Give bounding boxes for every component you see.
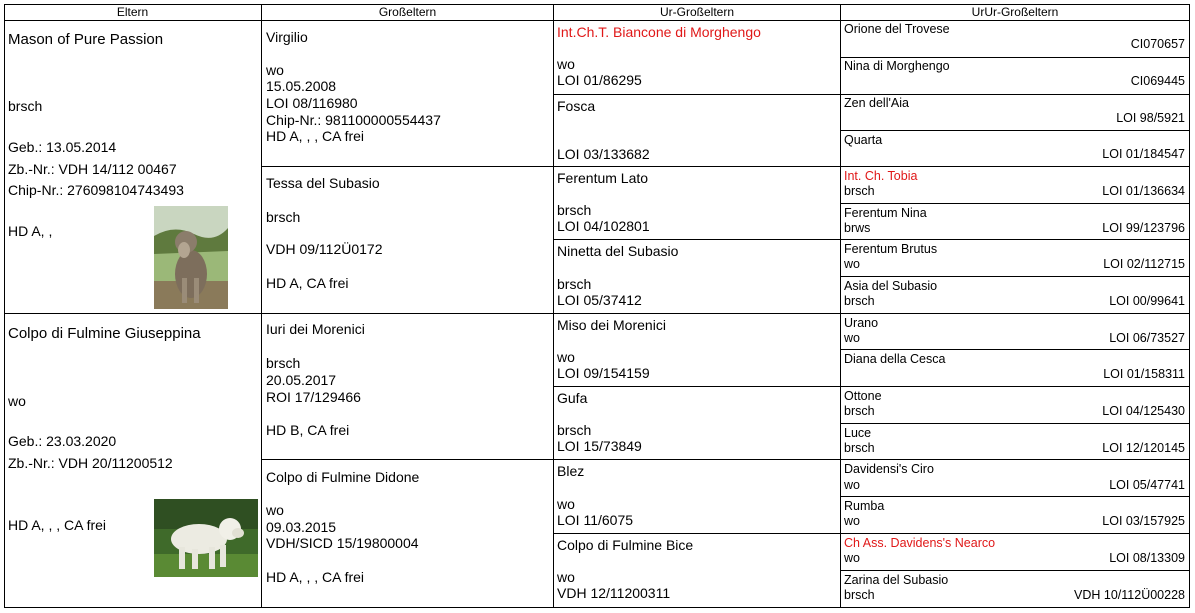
ggg-cell bbox=[841, 21, 1190, 58]
great-grandparent-name: Gufa bbox=[557, 390, 588, 406]
ggg-name: Ottone bbox=[844, 389, 882, 403]
great-grandparent-reg: LOI 15/73849 bbox=[557, 438, 642, 454]
great-grandparent-cell bbox=[554, 534, 841, 608]
grandparent-birth: 15.05.2008 bbox=[266, 78, 337, 94]
great-grandparent-reg: LOI 04/102801 bbox=[557, 218, 650, 234]
great-grandparent-name: Int.Ch.T. Biancone di Morghengo bbox=[557, 24, 761, 40]
sire-name: Mason of Pure Passion bbox=[8, 31, 164, 48]
great-grandparent-cell bbox=[554, 167, 841, 240]
grandparent-chip: Chip-Nr.: 981100000554437 bbox=[266, 112, 441, 128]
ggg-cell bbox=[841, 497, 1190, 534]
ggg-color: brsch bbox=[844, 404, 875, 418]
header-great-great-grandparents: UrUr-Großeltern bbox=[841, 4, 1190, 21]
ggg-name: Orione del Trovese bbox=[844, 22, 950, 36]
grandparent-health: HD A, CA frei bbox=[266, 275, 349, 291]
ggg-cell bbox=[841, 350, 1190, 387]
great-grandparent-reg: VDH 12/11200311 bbox=[557, 585, 671, 601]
great-grandparent-reg: LOI 03/133682 bbox=[557, 146, 650, 162]
great-grandparent-cell bbox=[554, 387, 841, 460]
great-grandparent-reg: LOI 01/86295 bbox=[557, 72, 642, 88]
ggg-reg: LOI 00/99641 bbox=[1109, 294, 1185, 308]
ggg-reg: LOI 01/184547 bbox=[1102, 147, 1185, 161]
ggg-reg: CI070657 bbox=[1130, 37, 1185, 51]
ggg-name: Luce bbox=[844, 426, 872, 440]
ggg-name: Nina di Morghengo bbox=[844, 59, 950, 73]
great-grandparent-cell bbox=[554, 460, 841, 534]
ggg-name: Quarta bbox=[844, 133, 883, 147]
grandparent-name: Iuri dei Morenici bbox=[266, 321, 365, 337]
ggg-reg: LOI 12/120145 bbox=[1102, 441, 1185, 455]
ggg-reg: LOI 02/112715 bbox=[1103, 257, 1185, 271]
dam-studbook: Zb.-Nr.: VDH 20/11200512 bbox=[8, 455, 173, 471]
grandparent-cell bbox=[262, 314, 554, 460]
grandparent-color: brsch bbox=[266, 209, 301, 225]
great-grandparent-color: brsch bbox=[557, 202, 592, 218]
grandparent-health: HD A, , , CA frei bbox=[266, 128, 365, 144]
ggg-cell bbox=[841, 387, 1190, 424]
ggg-cell bbox=[841, 240, 1190, 277]
great-grandparent-cell bbox=[554, 314, 841, 387]
sire-color: brsch bbox=[8, 98, 43, 114]
great-grandparent-name: Colpo di Fulmine Bice bbox=[557, 537, 694, 553]
great-grandparent-cell bbox=[554, 95, 841, 167]
ggg-name: Zen dell'Aia bbox=[844, 96, 909, 110]
great-grandparent-color: wo bbox=[557, 496, 575, 512]
ggg-color: brsch bbox=[844, 441, 875, 455]
ggg-name: Diana della Cesca bbox=[844, 352, 946, 366]
grandparent-name: Tessa del Subasio bbox=[266, 175, 380, 191]
header-parents: Eltern bbox=[4, 4, 262, 21]
great-grandparent-color: wo bbox=[557, 349, 575, 365]
ggg-color: brws bbox=[844, 221, 871, 235]
great-grandparent-reg: LOI 05/37412 bbox=[557, 292, 642, 308]
ggg-cell bbox=[841, 460, 1190, 497]
ggg-color: wo bbox=[844, 331, 860, 345]
ggg-name: Asia del Subasio bbox=[844, 279, 938, 293]
ggg-name: Urano bbox=[844, 316, 879, 330]
great-grandparent-cell bbox=[554, 21, 841, 95]
dam-dog-photo bbox=[154, 499, 258, 577]
great-grandparent-name: Blez bbox=[557, 463, 585, 479]
great-grandparent-color: wo bbox=[557, 56, 575, 72]
sire-studbook: Zb.-Nr.: VDH 14/112 00467 bbox=[8, 161, 177, 177]
grandparent-name: Virgilio bbox=[266, 29, 308, 45]
ggg-cell bbox=[841, 314, 1190, 350]
grandparent-birth: 09.03.2015 bbox=[266, 519, 337, 535]
ggg-reg: LOI 04/125430 bbox=[1102, 404, 1185, 418]
grandparent-color: wo bbox=[266, 62, 284, 78]
ggg-reg: LOI 99/123796 bbox=[1102, 221, 1185, 235]
ggg-name: Ch Ass. Davidens's Nearco bbox=[844, 536, 996, 550]
ggg-reg: LOI 98/5921 bbox=[1116, 111, 1185, 125]
great-grandparent-name: Ferentum Lato bbox=[557, 170, 649, 186]
dam-birth: Geb.: 23.03.2020 bbox=[8, 433, 117, 449]
grandparent-reg: VDH/SICD 15/19800004 bbox=[266, 535, 419, 551]
ggg-reg: LOI 08/13309 bbox=[1109, 551, 1185, 565]
great-grandparent-name: Fosca bbox=[557, 98, 596, 114]
ggg-name: Ferentum Nina bbox=[844, 206, 927, 220]
ggg-cell bbox=[841, 95, 1190, 131]
ggg-cell bbox=[841, 204, 1190, 240]
great-grandparent-color: brsch bbox=[557, 276, 592, 292]
grandparent-health: HD A, , , CA frei bbox=[266, 569, 365, 585]
grandparent-cell bbox=[262, 167, 554, 314]
ggg-cell bbox=[841, 131, 1190, 167]
sire-health: HD A, , bbox=[8, 223, 53, 239]
ggg-name: Int. Ch. Tobia bbox=[844, 169, 918, 183]
great-grandparent-cell bbox=[554, 240, 841, 314]
grandparent-color: brsch bbox=[266, 355, 301, 371]
ggg-name: Zarina del Subasio bbox=[844, 573, 949, 587]
sire-birth: Geb.: 13.05.2014 bbox=[8, 139, 117, 155]
ggg-cell bbox=[841, 277, 1190, 314]
ggg-cell bbox=[841, 534, 1190, 571]
ggg-reg: LOI 05/47741 bbox=[1109, 478, 1185, 492]
sire-cell bbox=[4, 21, 262, 314]
ggg-name: Rumba bbox=[844, 499, 885, 513]
ggg-cell bbox=[841, 58, 1190, 95]
grandparent-cell bbox=[262, 21, 554, 167]
grandparent-reg: ROI 17/129466 bbox=[266, 389, 361, 405]
ggg-cell bbox=[841, 167, 1190, 204]
ggg-color: wo bbox=[844, 551, 860, 565]
ggg-color: wo bbox=[844, 478, 860, 492]
header-great-grandparents: Ur-Großeltern bbox=[554, 4, 841, 21]
ggg-color: brsch bbox=[844, 588, 875, 602]
ggg-cell bbox=[841, 571, 1190, 608]
dam-name: Colpo di Fulmine Giuseppina bbox=[8, 325, 201, 342]
ggg-reg: LOI 01/158311 bbox=[1103, 367, 1185, 381]
ggg-name: Davidensi's Ciro bbox=[844, 462, 934, 476]
dam-cell bbox=[4, 314, 262, 608]
grandparent-health: HD B, CA frei bbox=[266, 422, 350, 438]
grandparent-reg: LOI 08/116980 bbox=[266, 95, 358, 111]
great-grandparent-color: brsch bbox=[557, 422, 592, 438]
ggg-color: brsch bbox=[844, 184, 875, 198]
ggg-cell bbox=[841, 424, 1190, 460]
ggg-name: Ferentum Brutus bbox=[844, 242, 938, 256]
header-grandparents: Großeltern bbox=[262, 4, 554, 21]
ggg-color: wo bbox=[844, 257, 860, 271]
great-grandparent-reg: LOI 09/154159 bbox=[557, 365, 650, 381]
grandparent-birth: 20.05.2017 bbox=[266, 372, 337, 388]
grandparent-name: Colpo di Fulmine Didone bbox=[266, 469, 420, 485]
ggg-reg: CI069445 bbox=[1130, 74, 1185, 88]
ggg-reg: VDH 10/112Ü00228 bbox=[1074, 588, 1185, 602]
great-grandparent-reg: LOI 11/6075 bbox=[557, 512, 634, 528]
sire-dog-photo bbox=[154, 206, 228, 309]
grandparent-color: wo bbox=[266, 502, 284, 518]
great-grandparent-name: Miso dei Morenici bbox=[557, 317, 666, 333]
dam-color: wo bbox=[8, 393, 26, 409]
great-grandparent-color: wo bbox=[557, 569, 575, 585]
great-grandparent-name: Ninetta del Subasio bbox=[557, 243, 679, 259]
ggg-color: wo bbox=[844, 514, 860, 528]
ggg-color: brsch bbox=[844, 294, 875, 308]
sire-chip: Chip-Nr.: 276098104743493 bbox=[8, 182, 184, 198]
grandparent-reg: VDH 09/112Ü0172 bbox=[266, 241, 383, 257]
grandparent-cell bbox=[262, 460, 554, 608]
ggg-reg: LOI 01/136634 bbox=[1102, 184, 1185, 198]
ggg-reg: LOI 06/73527 bbox=[1109, 331, 1185, 345]
dam-health: HD A, , , CA frei bbox=[8, 517, 107, 533]
ggg-reg: LOI 03/157925 bbox=[1102, 514, 1185, 528]
